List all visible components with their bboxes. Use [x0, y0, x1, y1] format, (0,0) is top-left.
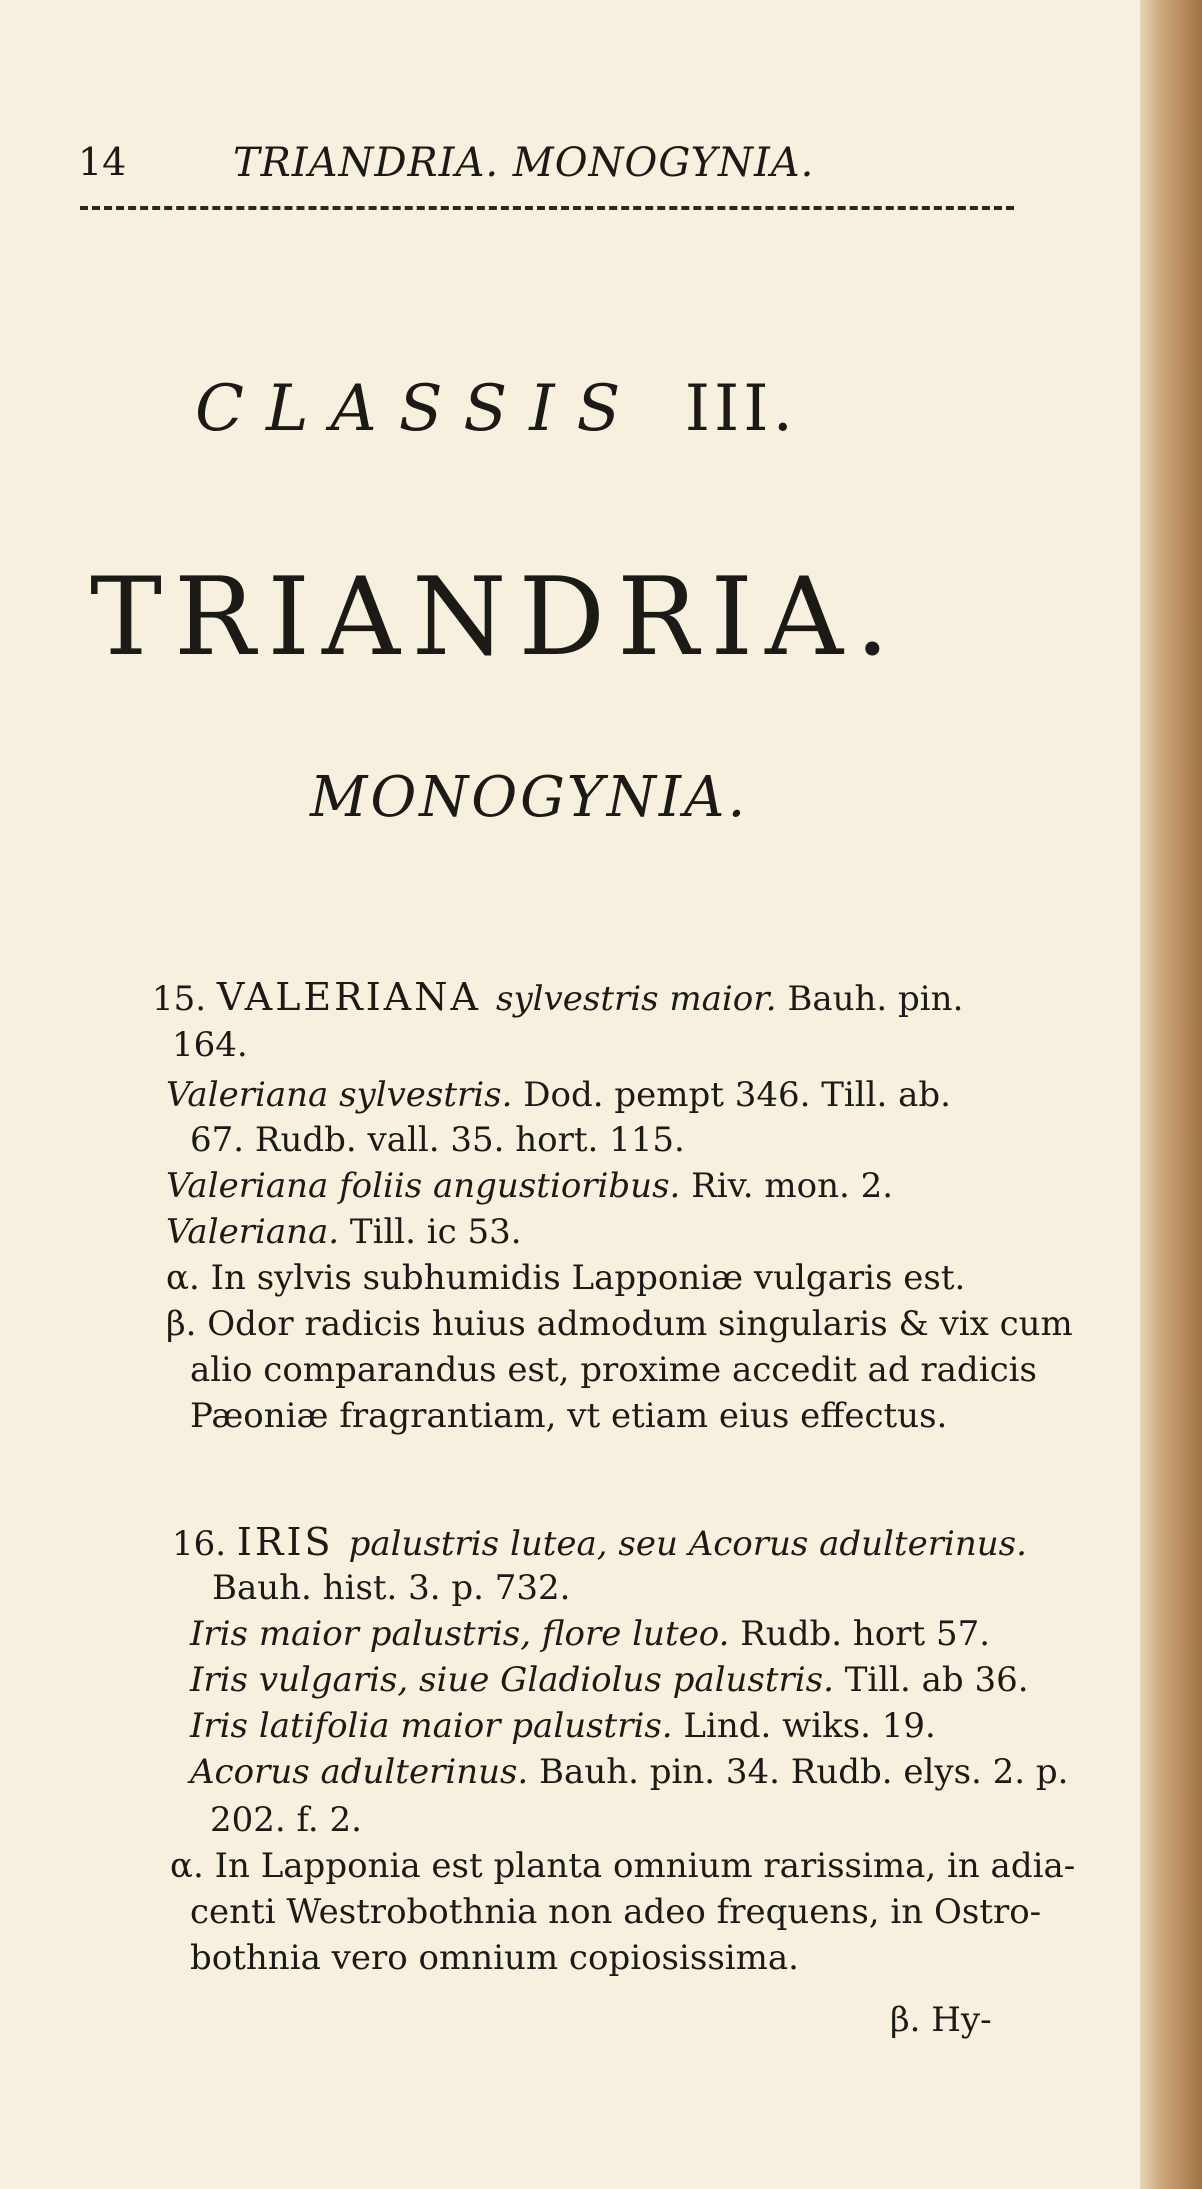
- entry-line: Valeriana. Till. ic 53.: [166, 1212, 522, 1252]
- entry-line: Iris maior palustris, flore luteo. Rudb. hort 57.: [190, 1614, 991, 1654]
- entry-line: Valeriana sylvestris. Dod. pempt 346. Till. ab.: [166, 1075, 951, 1115]
- entry-line: α. In Lapponia est planta omnium rarissima, in adia-: [170, 1846, 1076, 1886]
- entry-line: alio comparandus est, proxime accedit ad radicis: [190, 1350, 1037, 1390]
- page-header: [78, 140, 1018, 200]
- class-title: TRIANDRIA.: [90, 555, 902, 680]
- book-spine-edge: [1140, 0, 1202, 2189]
- entry-line: 15. VALERIANA sylvestris maior. Bauh. pin.: [152, 975, 964, 1019]
- order-title: MONOGYNIA.: [310, 765, 749, 830]
- entry-line: β. Odor radicis huius admodum singularis & vix cum: [166, 1304, 1073, 1344]
- entry-line: centi Westrobothnia non adeo frequens, in Ostro-: [190, 1892, 1042, 1932]
- entry-line: 67. Rudb. vall. 35. hort. 115.: [190, 1120, 685, 1160]
- entry-line: Valeriana foliis angustioribus. Riv. mon. 2.: [166, 1166, 894, 1206]
- catchword: β. Hy-: [890, 2000, 992, 2040]
- entry-line: Acorus adulterinus. Bauh. pin. 34. Rudb. elys. 2. p.: [190, 1752, 1069, 1792]
- header-rule: [80, 206, 1014, 210]
- entry-line: α. In sylvis subhumidis Lapponiæ vulgaris est.: [166, 1258, 966, 1298]
- entry-line: Bauh. hist. 3. p. 732.: [212, 1568, 571, 1608]
- page-number: 14: [78, 140, 127, 184]
- running-head: TRIANDRIA. MONOGYNIA.: [233, 140, 815, 186]
- entry-line: Iris latifolia maior palustris. Lind. wiks. 19.: [190, 1706, 936, 1746]
- entry-line: Iris vulgaris, siue Gladiolus palustris. Till. ab 36.: [190, 1660, 1029, 1700]
- entry-line: 202. f. 2.: [210, 1800, 362, 1840]
- entry-line: 164.: [172, 1025, 248, 1065]
- class-label: CLASSIS: [195, 372, 643, 446]
- entry-line: Pæoniæ fragrantiam, vt etiam eius effectus.: [190, 1396, 948, 1436]
- class-heading: [195, 372, 797, 446]
- class-number: III.: [684, 372, 797, 446]
- entry-line: bothnia vero omnium copiosissima.: [190, 1938, 799, 1978]
- entry-line: 16. IRIS palustris lutea, seu Acorus adulterinus.: [172, 1520, 1027, 1564]
